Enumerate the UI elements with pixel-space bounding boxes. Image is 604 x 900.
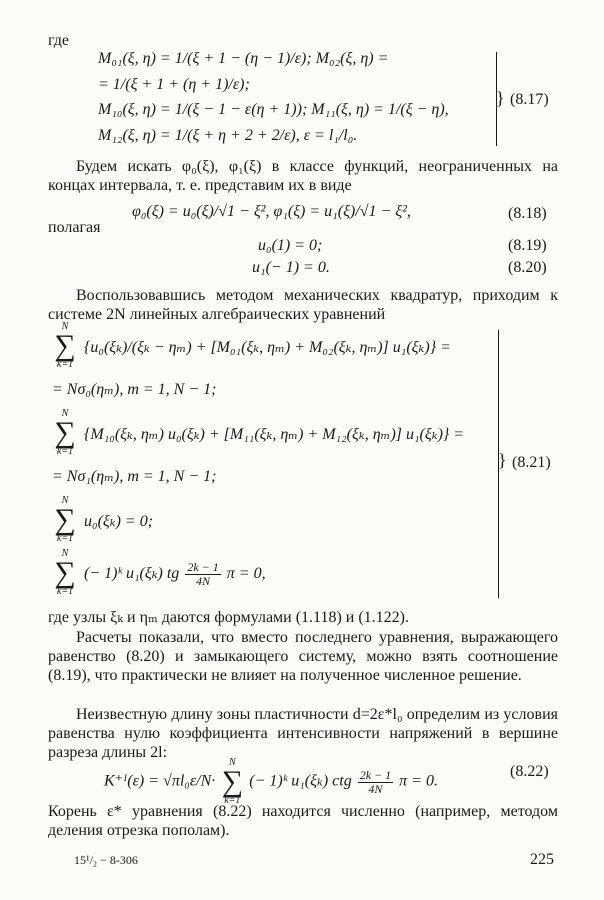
fraction-numerator: 2k − 1 [359, 767, 392, 782]
eq-8-21-row2: = Nσ₀(ηₘ), m = 1, N − 1; [52, 381, 217, 398]
sigma-icon: ∑ [54, 556, 76, 589]
sum-1-lower: k=1 [56, 359, 74, 370]
sigma-icon: ∑ [54, 329, 76, 362]
eq-8-21-row3: {M₁₀(ξₖ, ηₘ) u₀(ξₖ) + [M₁₁(ξₖ, ηₘ) + M₁₂(ξₖ, ηₘ)] u₁(ξₖ)} = [84, 426, 465, 443]
eq-8-20: u₁(− 1) = 0. [252, 259, 330, 276]
paragraph-5: Неизвестную длину зоны пластичности d=2ε*l₀ определим из условия равенства нулю коэффициента интенсивности напряжений в вершине разреза длины 2l: [48, 706, 558, 761]
paragraph-4: Расчеты показали, что вместо последнего уравнения, выражающего равенство (8.20) и замыкающего систему, можно взять соотношение (8.19), что практически не влияет на полученное численное решение. [48, 629, 558, 684]
eq-8-22-post: π = 0. [399, 772, 438, 790]
eq-8-19: u₀(1) = 0; [258, 237, 323, 254]
eq-8-17-line1: M₀₁(ξ, η) = 1/(ξ + 1 − (η − 1)/ε); M₀₂(ξ, η) = [98, 50, 389, 67]
eq-8-21-row6-post: π = 0, [226, 565, 266, 583]
eq-8-22-number: (8.22) [510, 763, 549, 780]
eq-8-21-brace-tip: } [498, 450, 507, 470]
eq-8-20-number: (8.20) [508, 259, 547, 276]
footer-signature: 15¹/₂ − 8-306 [74, 853, 138, 867]
fraction-denominator: 4N [196, 574, 211, 588]
eq-8-22-fraction [358, 769, 393, 796]
eq-8-17-line4: M₁₂(ξ, η) = 1/(ξ + η + 2 + 2/ε), ε = l₁/l₀. [98, 127, 358, 144]
eq-8-21-row5: u₀(ξₖ) = 0; [84, 513, 154, 530]
sum-4-lower: k=1 [56, 586, 74, 597]
eq-8-22 [104, 758, 438, 806]
eq-8-19-number: (8.19) [508, 237, 547, 254]
sum-symbol-5 [219, 758, 245, 806]
sum-symbol-4 [50, 549, 80, 597]
paragraph-6: Корень ε* уравнения (8.22) находится численно (например, методом деления отрезка пополам). [48, 803, 558, 839]
eq-8-21-row1: {u₀(ξₖ)/(ξₖ − ηₘ) + [M₀₁(ξₖ, ηₘ) + M₀₂(ξₖ, ηₘ)] u₁(ξₖ)} = [84, 339, 451, 356]
sum-5-upper: N [228, 757, 236, 768]
eq-8-22-mid: (− 1)ᵏ u₁(ξₖ) ctg [249, 772, 352, 790]
paragraph-1: Будем искать φ₀(ξ), φ₁(ξ) в классе функций, неограниченных на концах интервала, т. е. представим их в виде [48, 158, 558, 194]
eq-8-18-number: (8.18) [508, 205, 547, 222]
eq-8-21-number: (8.21) [512, 454, 551, 471]
fraction-numerator: 2k − 1 [187, 560, 219, 574]
eq-8-21-fraction [185, 561, 220, 588]
word-polagaya: полагая [48, 219, 101, 236]
paragraph-2: Воспользовавшись методом механических квадратур, приходим к системе 2N линейных алгебраических уравнений [48, 287, 558, 323]
sum-symbol-1 [50, 322, 80, 370]
paragraph-3: где узлы ξₖ и ηₘ даются формулами (1.118) и (1.122). [48, 609, 410, 626]
sum-symbol-2 [50, 409, 80, 457]
fraction-denominator: 4N [368, 781, 383, 796]
eq-8-21-row6 [84, 561, 266, 588]
sum-5-lower: k=1 [224, 795, 241, 806]
sigma-icon: ∑ [54, 416, 76, 449]
sigma-icon: ∑ [221, 765, 243, 798]
sum-4-upper: N [61, 548, 69, 559]
page-number: 225 [530, 851, 554, 868]
eq-8-17-number: (8.17) [510, 91, 549, 108]
sum-2-lower: k=1 [56, 446, 74, 457]
eq-8-17-line3: M₁₀(ξ, η) = 1/(ξ − 1 − ε(η + 1)); M₁₁(ξ, η) = 1/(ξ − η), [98, 101, 449, 118]
eq-8-21-row4: = Nσ₁(ηₘ), m = 1, N − 1; [52, 468, 217, 485]
eq-8-17-line2: = 1/(ξ + 1 + (η + 1)/ε); [98, 76, 250, 93]
eq-8-18: φ₀(ξ) = u₀(ξ)/√1 − ξ², φ₁(ξ) = u₁(ξ)/√1 − ξ², [132, 203, 411, 220]
eq-8-17-brace-tip: } [496, 88, 505, 108]
sum-symbol-3 [50, 496, 80, 544]
sum-2-upper: N [61, 408, 69, 419]
sum-1-upper: N [61, 321, 69, 332]
eq-8-22-pre: K⁺ᴵ(ε) = √πl₀ε/N· [104, 772, 216, 790]
sigma-icon: ∑ [54, 503, 76, 536]
sum-3-lower: k=1 [56, 533, 74, 544]
sum-3-upper: N [61, 495, 69, 506]
intro-word: где [48, 32, 70, 49]
eq-8-21-row6-pre: (− 1)ᵏ u₁(ξₖ) tg [84, 565, 180, 583]
